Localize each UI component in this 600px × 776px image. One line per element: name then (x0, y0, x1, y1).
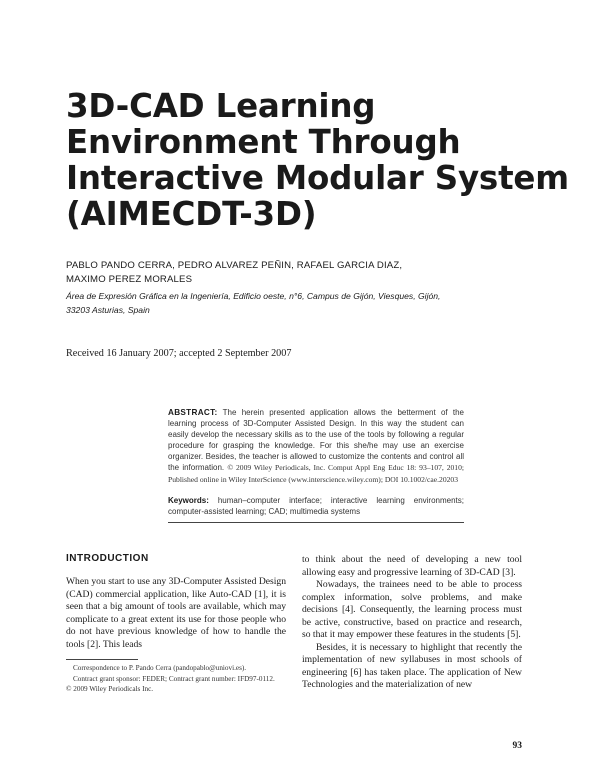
body-paragraph: When you start to use any 3D-Computer Assisted Design (CAD) commercial application, like Auto-CAD [1], it is seen that a big amount of tools are available, which may complicate to a great extent its use for those people who do not have previous knowledge of how to handle the tools [2]. This leads (66, 576, 286, 650)
page-number: 93 (512, 741, 522, 751)
right-column (302, 554, 522, 692)
affiliation (66, 289, 486, 317)
abstract-label: ABSTRACT: (168, 408, 218, 417)
received-dates: Received 16 January 2007; accepted 2 September 2007 (66, 348, 292, 359)
keywords-label: Keywords: (168, 496, 209, 505)
keywords-block (168, 495, 464, 517)
footnote-correspondence: Correspondence to P. Pando Cerra (pandopablo@uniovi.es). (73, 664, 247, 672)
footnote-divider (66, 659, 138, 660)
abstract-text: The herein presented application allows the betterment of the learning process of 3D-Computer Assisted Design. In this way the student can easily develop the necessary skills as to the use of the tools by following a regular procedure for grasping the knowledge. For this she/he may use an exercise organizer. Besides, the teacher is allowed to customize the contents and control all the information. (168, 408, 465, 473)
title-line: Interactive Modular System (66, 159, 569, 197)
abstract-divider (168, 522, 464, 523)
author-list (66, 259, 486, 287)
left-column (66, 576, 286, 651)
affiliation-line: 33203 Asturias, Spain (66, 305, 150, 315)
footnote-copyright: © 2009 Wiley Periodicals Inc. (66, 685, 154, 694)
body-paragraph: Besides, it is necessary to highlight that recently the implementation of new syllabuses in most schools of engineering [6] has taken place. The application of New Technologies and the materialization of new (302, 641, 522, 690)
body-paragraph: Nowadays, the trainees need to be able to process complex information, solve problems, and make decisions [4]. Consequently, the learning process must be active, constructive, based on practice and research, so that it may empower these features in the students [5]. (302, 579, 522, 640)
footnotes (66, 663, 286, 695)
abstract-block (168, 407, 464, 485)
affiliation-line: Área de Expresión Gráfica en la Ingeniería, Edificio oeste, n°6, Campus de Gijón, Viesques, Gijón, (66, 291, 441, 301)
title-line: 3D-CAD Learning (66, 87, 376, 125)
abstract-citation: © 2009 Wiley Periodicals, Inc. Comput Appl Eng Educ 18: 93–107, 2010; Published online in Wiley InterScience (www.interscience.wiley.com); DOI 10.1002/cae.20203 (168, 463, 464, 484)
keywords-text: human–computer interface; interactive learning environments; computer-assisted learning; CAD; multimedia systems (168, 496, 464, 516)
author-line: MAXIMO PEREZ MORALES (66, 274, 193, 285)
section-heading: INTRODUCTION (66, 553, 149, 564)
article-title (66, 87, 569, 233)
title-line: (AIMECDT-3D) (66, 195, 317, 233)
author-line: PABLO PANDO CERRA, PEDRO ALVAREZ PEÑIN, RAFAEL GARCIA DIAZ, (66, 260, 403, 271)
body-paragraph: to think about the need of developing a new tool allowing easy and progressive learning of 3D-CAD [3]. (302, 554, 522, 578)
footnote-grant: Contract grant sponsor: FEDER; Contract grant number: IFD97-0112. (73, 674, 275, 683)
title-line: Environment Through (66, 123, 461, 161)
